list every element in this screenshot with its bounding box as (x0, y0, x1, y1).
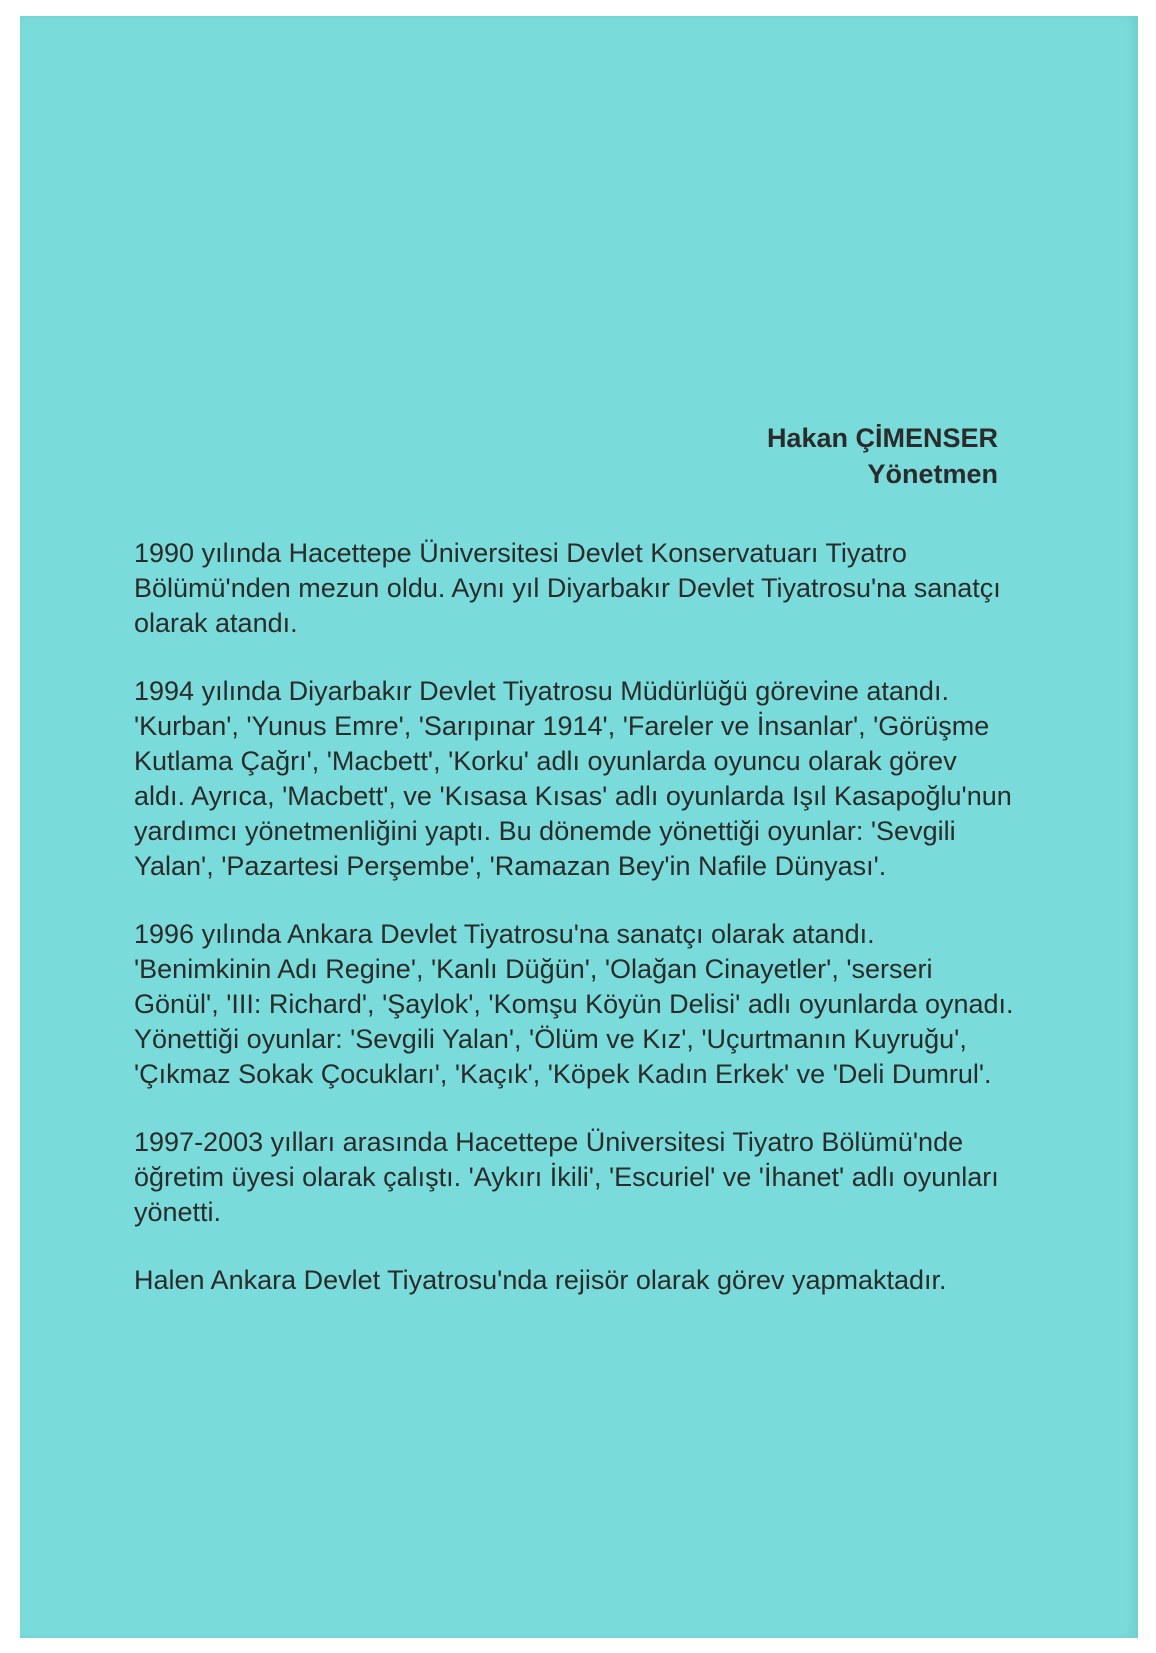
biography-body (134, 536, 1014, 1331)
paragraph-1997-2003: 1997-2003 yılları arasında Hacettepe Üniversitesi Tiyatro Bölümü'nde öğretim üyesi olarak çalıştı. 'Aykırı İkili', 'Escuriel' ve 'İhanet' adlı oyunları yönetti. (134, 1127, 999, 1227)
document-page (20, 16, 1138, 1638)
paragraph-1994: 1994 yılında Diyarbakır Devlet Tiyatrosu Müdürlüğü görevine atandı. 'Kurban', 'Yunus Emre', 'Sarıpınar 1914', 'Fareler ve İnsanlar', 'Görüşme Kutlama Çağrı', 'Macbett', 'Korku' adlı oyunlarda oyuncu olarak görev aldı. Ayrıca, 'Macbett', ve 'Kısasa Kısas' adlı oyunlarda Işıl Kasapoğlu'nun yardımcı yönetmenliğini yaptı. Bu dönemde yönettiği oyunlar: 'Sevgili Yalan', 'Pazartesi Perşembe', 'Ramazan Bey'in Nafile Dünyası'. (134, 676, 1012, 881)
paragraph-1990: 1990 yılında Hacettepe Üniversitesi Devlet Konservatuarı Tiyatro Bölümü'nden mezun oldu. Aynı yıl Diyarbakır Devlet Tiyatrosu'na sanatçı olarak atandı. (134, 538, 1001, 638)
author-name: Hakan ÇİMENSER (766, 423, 998, 453)
author-header (767, 420, 998, 492)
paragraph-current: Halen Ankara Devlet Tiyatrosu'nda rejisör olarak görev yapmaktadır. (134, 1265, 947, 1295)
paragraph-1996: 1996 yılında Ankara Devlet Tiyatrosu'na sanatçı olarak atandı. 'Benimkinin Adı Regine', 'Kanlı Düğün', 'Olağan Cinayetler', 'serseri Gönül', 'III: Richard', 'Şaylok', 'Komşu Köyün Delisi' adlı oyunlarda oynadı. Yönettiği oyunlar: 'Sevgili Yalan', 'Ölüm ve Kız', 'Uçurtmanın Kuyruğu', 'Çıkmaz Sokak Çocukları', 'Kaçık', 'Köpek Kadın Erkek' ve 'Deli Dumrul'. (134, 919, 1014, 1089)
author-role: Yönetmen (867, 459, 998, 489)
